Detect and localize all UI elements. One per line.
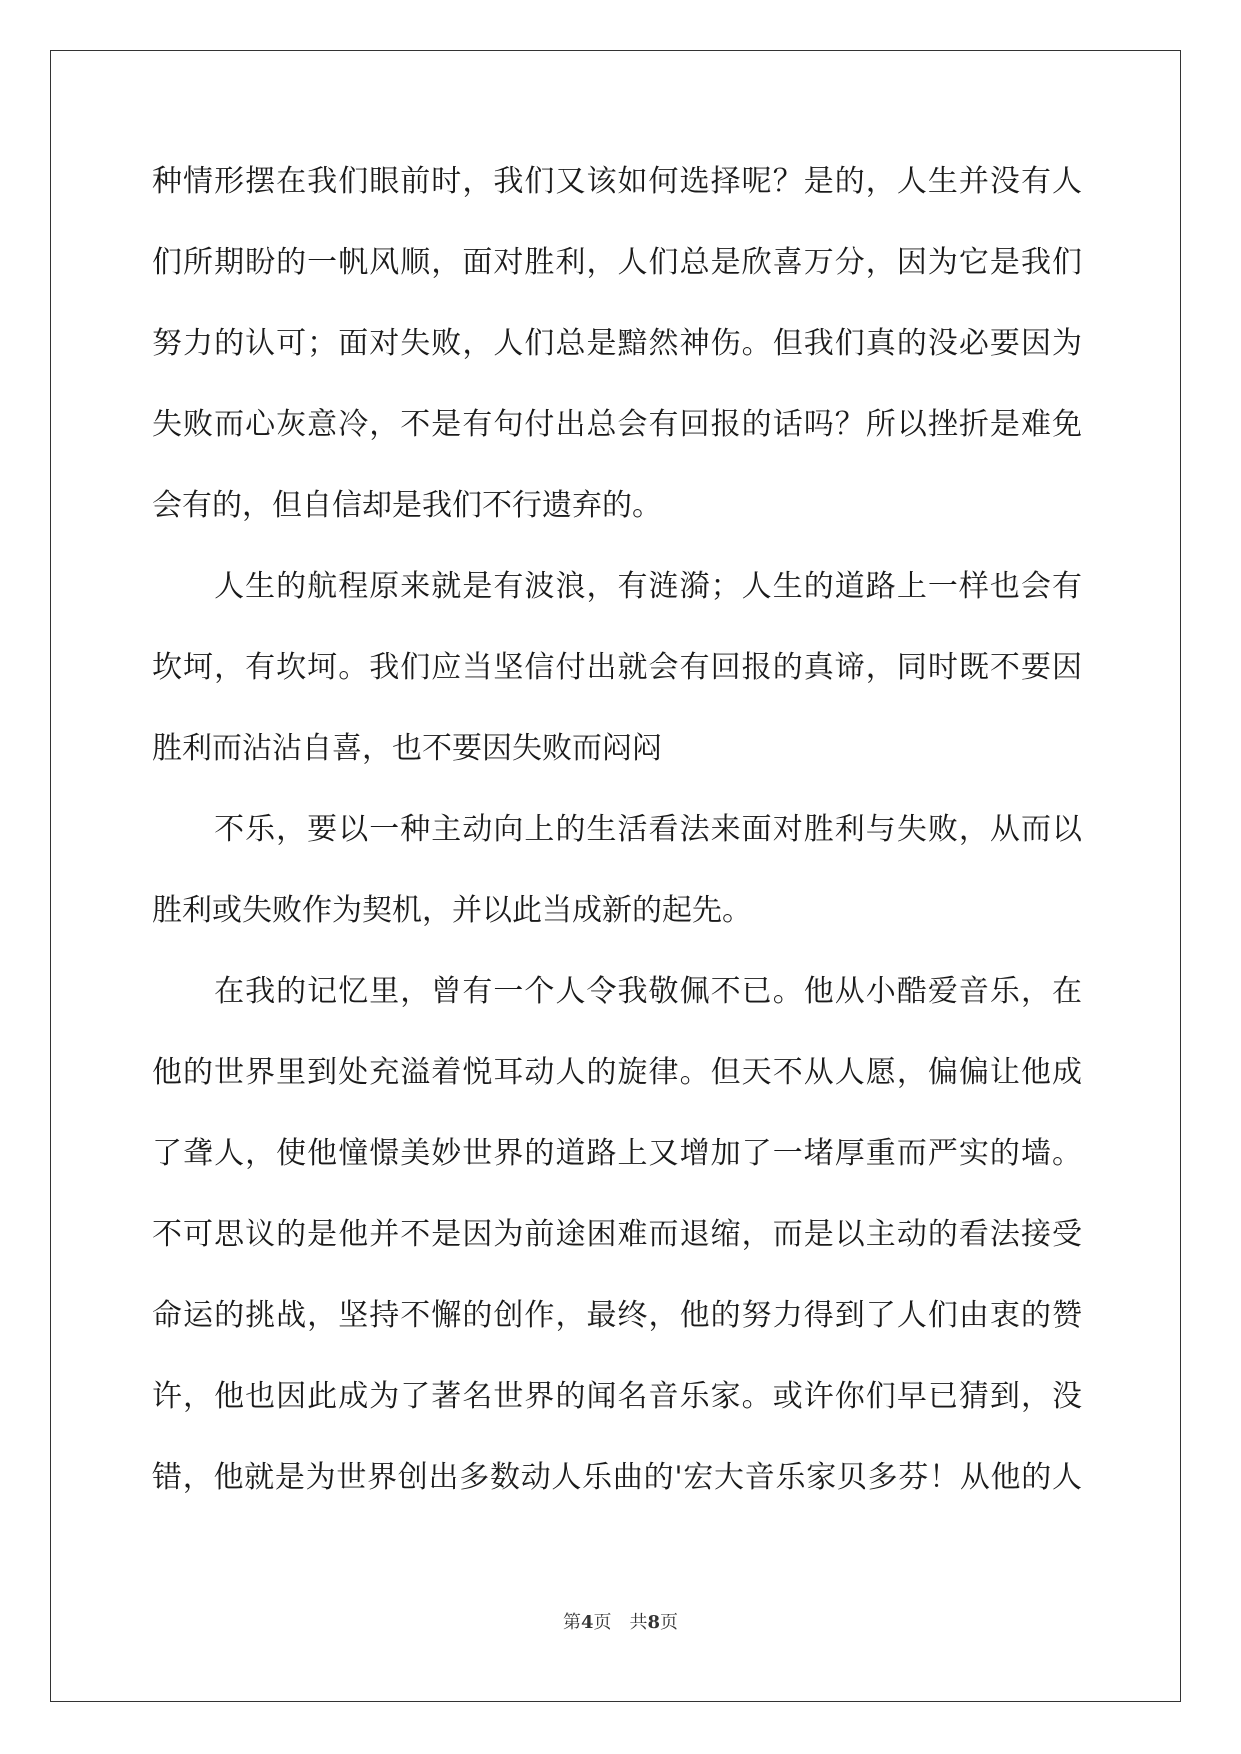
footer-total-prefix: 共	[629, 1612, 648, 1633]
text-line: 们所期盼的一帆风顺，面对胜利，人们总是欣喜万分，因为它是我们	[152, 245, 1082, 280]
text-line: 不乐，要以一种主动向上的生活看法来面对胜利与失败，从而以	[152, 812, 1082, 847]
footer-prefix: 第	[562, 1612, 581, 1633]
text-line: 坎坷，有坎坷。我们应当坚信付出就会有回报的真谛，同时既不要因	[152, 650, 1082, 685]
footer-total-suffix: 页	[660, 1612, 679, 1633]
paragraph-2	[152, 563, 1082, 806]
text-line: 失败而心灰意冷，不是有句付出总会有回报的话吗？所以挫折是难免	[152, 407, 1082, 442]
text-line: 命运的挑战，坚持不懈的创作，最终，他的努力得到了人们由衷的赞	[152, 1298, 1082, 1333]
text-line: 了聋人，使他憧憬美妙世界的道路上又增加了一堵厚重而严实的墙。	[152, 1136, 1082, 1171]
document-body	[152, 158, 1082, 1535]
text-line: 胜利而沾沾自喜，也不要因失败而闷闷	[152, 731, 662, 766]
text-line: 在我的记忆里，曾有一个人令我敬佩不已。他从小酷爱音乐，在	[152, 974, 1082, 1009]
text-line: 不可思议的是他并不是因为前途困难而退缩，而是以主动的看法接受	[152, 1217, 1082, 1252]
total-page-number: 8	[647, 1612, 661, 1633]
paragraph-1	[152, 158, 1082, 563]
text-line: 会有的，但自信却是我们不行遗弃的。	[152, 488, 662, 523]
text-line: 许，他也因此成为了著名世界的闻名音乐家。或许你们早已猜到，没	[152, 1379, 1082, 1414]
current-page-number: 4	[580, 1612, 594, 1633]
text-line: 胜利或失败作为契机，并以此当成新的起先。	[152, 893, 752, 928]
text-line: 人生的航程原来就是有波浪，有涟漪；人生的道路上一样也会有	[152, 569, 1082, 604]
text-line: 努力的认可；面对失败，人们总是黯然神伤。但我们真的没必要因为	[152, 326, 1082, 361]
footer-page-word: 页	[593, 1612, 612, 1633]
text-line: 种情形摆在我们眼前时，我们又该如何选择呢？是的，人生并没有人	[152, 164, 1082, 199]
page-footer	[0, 1608, 1241, 1634]
text-line: 他的世界里到处充溢着悦耳动人的旋律。但天不从人愿，偏偏让他成	[152, 1055, 1082, 1090]
text-line: 错，他就是为世界创出多数动人乐曲的'宏大音乐家贝多芬！从他的人	[152, 1460, 1082, 1495]
paragraph-3	[152, 806, 1082, 968]
paragraph-4	[152, 968, 1082, 1535]
